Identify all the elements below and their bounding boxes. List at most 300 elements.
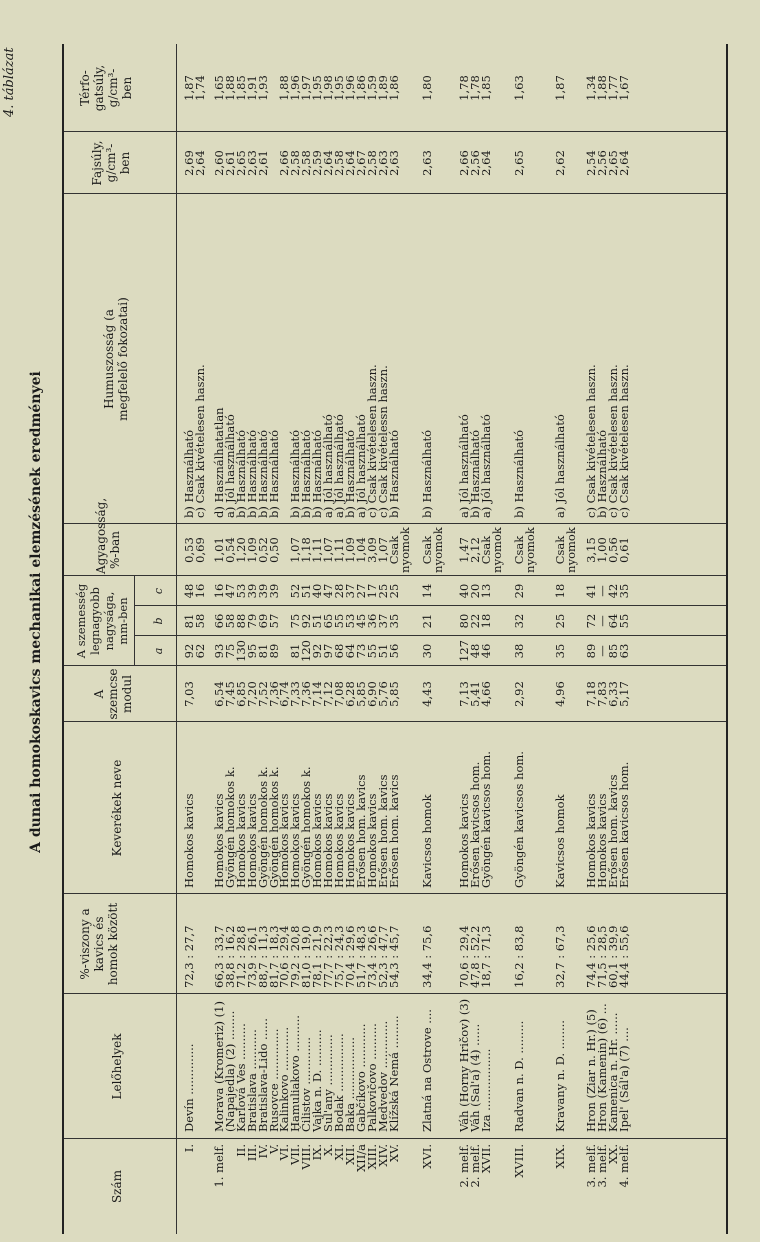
cell-terfogat: 1,86 — [387, 75, 401, 101]
cell-lelohely: Hamuliakovo .......... — [288, 1015, 302, 1132]
cell-terfogat: 1,74 — [193, 75, 207, 101]
cell-szam: 4. melf. — [617, 1144, 631, 1188]
cell-viszony: 88,7 : 11,3 — [256, 925, 270, 988]
cell-a: 75 — [223, 643, 237, 659]
cell-humusz: b) Használható — [343, 429, 357, 518]
cell-szam: VI. — [277, 1144, 291, 1161]
cell-b: 69 — [256, 613, 270, 629]
cell-b: 80 — [457, 613, 471, 629]
cell-keverek: Gyöngén homokos k. — [256, 766, 270, 888]
cell-agyag: Csak — [420, 535, 434, 565]
header-humusz: Humuszosság (a megfelelő fokozatai) — [102, 297, 130, 421]
cell-a: 81 — [256, 643, 270, 659]
cell-c: 39 — [245, 583, 259, 599]
cell-lelohely: Rusovce .............. — [267, 1028, 281, 1132]
cell-a: 127 — [457, 640, 471, 662]
cell-c: 25 — [387, 583, 401, 599]
cell-keverek: Gyöngén kavicsos hom. — [479, 751, 493, 888]
cell-c: 28 — [332, 583, 346, 599]
cell-szam: VIII. — [299, 1144, 313, 1170]
cell-agyag: 0,50 — [267, 537, 281, 563]
cell-terfogat: 1,97 — [299, 75, 313, 101]
cell-agyag: 2,12 — [468, 537, 482, 563]
cell-szam: I. — [182, 1144, 196, 1153]
cell-a: 30 — [420, 643, 434, 659]
cell-b: 58 — [223, 613, 237, 629]
cell-szam: IX. — [310, 1144, 324, 1161]
cell-keverek: Erősen kavicsos hom. — [617, 761, 631, 888]
cell-terfogat: 1,87 — [182, 75, 196, 101]
cell-keverek: Homokos kavics — [321, 793, 335, 888]
cell-lelohely: Hron (Ziar n. Hr.) (5) — [584, 1009, 598, 1132]
cell-modul: 4,66 — [479, 681, 493, 707]
cell-keverek: Homokos kavics — [288, 793, 302, 888]
cell-fajsuly: 2,64 — [193, 150, 207, 176]
cell-b: 81 — [182, 613, 196, 629]
cell-viszony: 51,7 : 48,3 — [354, 925, 368, 988]
cell-agyag: 3,15 — [584, 537, 598, 563]
cell-modul: 4,43 — [420, 681, 434, 707]
cell-humusz: a) Jól használható — [354, 414, 368, 518]
cell-humusz: b) Használható — [182, 429, 196, 518]
col-rule — [64, 193, 726, 194]
cell-viszony: 54,3 : 45,7 — [387, 925, 401, 988]
cell-szam: XX. — [606, 1144, 620, 1165]
cell-fajsuly: 2,63 — [376, 150, 390, 176]
col-rule — [64, 993, 726, 994]
cell-keverek: Gyöngén homokos k. — [299, 766, 313, 888]
cell-humusz: c) Csak kivételessn haszn. — [376, 365, 390, 518]
cell-b: 79 — [245, 613, 259, 629]
cell-c: 47 — [223, 583, 237, 599]
cell-keverek: Kavicsos homok — [553, 794, 567, 888]
cell-terfogat: 1,98 — [321, 75, 335, 101]
cell-szam: XIII. — [365, 1144, 379, 1170]
cell-agyag: 1,07 — [321, 537, 335, 563]
cell-terfogat: 1,85 — [479, 75, 493, 101]
cell-lelohely: Morava (Kromeriz) (1) — [212, 1001, 226, 1132]
table-number: 4. táblázat — [2, 47, 17, 117]
cell-a: 51 — [376, 643, 390, 659]
cell-keverek: Homokos kavics — [584, 793, 598, 888]
cell-lelohely: Baka ................. — [343, 1037, 357, 1132]
cell-lelohely: Radvan n. D. ......... — [512, 1020, 526, 1132]
header-terfogat: Térfo-gatsúly, g/cm³-ben — [78, 64, 134, 112]
cell-b: 65 — [321, 613, 335, 629]
cell-modul: 7,13 — [457, 681, 471, 707]
cell-viszony: 71,2 : 28,8 — [234, 925, 248, 988]
cell-szam: XVII. — [479, 1144, 493, 1174]
cell-keverek: Homokos kavics — [212, 793, 226, 888]
cell-szam: XIV. — [376, 1144, 390, 1167]
cell-viszony: 71,5 : 28,5 — [595, 925, 609, 988]
cell-terfogat: 1,95 — [310, 75, 324, 101]
cell-humusz: c) Csak kivételesen haszn. — [193, 364, 207, 518]
col-rule — [64, 721, 726, 722]
header-szam: Szám — [110, 1169, 124, 1204]
cell-fajsuly: 2,58 — [365, 150, 379, 176]
cell-a: 55 — [365, 643, 379, 659]
cell-agyag: 1,00 — [595, 537, 609, 563]
cell-szam: 2. melf. — [468, 1144, 482, 1188]
cell-c: 40 — [457, 583, 471, 599]
header-legnagyobb: A szemesség legnagyobb nagysága, mm-ben — [74, 583, 130, 659]
cell-c: 14 — [420, 583, 434, 599]
col-rule — [64, 523, 726, 524]
cell-terfogat: 1,63 — [512, 75, 526, 101]
cell-fajsuly: 2,65 — [512, 150, 526, 176]
cell-modul: 6,28 — [343, 681, 357, 707]
cell-modul: 2,92 — [512, 681, 526, 707]
cell-humusz: b) Használható — [595, 429, 609, 518]
cell-viszony: 16,2 : 83,8 — [512, 925, 526, 988]
cell-terfogat: 1,80 — [420, 75, 434, 101]
cell-fajsuly: 2,64 — [321, 150, 335, 176]
cell-fajsuly: 2,58 — [332, 150, 346, 176]
cell-viszony: 66,3 : 33,7 — [212, 925, 226, 988]
cell-a: 48 — [468, 643, 482, 659]
cell-terfogat: 1,77 — [606, 75, 620, 101]
cell-b: 55 — [617, 613, 631, 629]
cell-agyag: 1,07 — [376, 537, 390, 563]
cell-a: — — [595, 645, 609, 657]
cell-fajsuly: 2,64 — [617, 150, 631, 176]
cell-agyag: 0,54 — [223, 537, 237, 563]
cell-lelohely: Kravany n. D. ........ — [553, 1020, 567, 1132]
cell-c: 16 — [212, 583, 226, 599]
cell-lelohely: Kamenica n. Hr. ...... — [606, 1012, 620, 1132]
cell-humusz: c) Csak kivételesen haszn. — [365, 364, 379, 518]
cell-fajsuly: 2,60 — [212, 150, 226, 176]
cell-keverek: Homokos kavics — [457, 793, 471, 888]
header-viszony: %-viszony a kavics és homok között — [78, 902, 120, 986]
cell-agyag: 1,09 — [245, 537, 259, 563]
cell-humusz: b) Használható — [288, 429, 302, 518]
cell-a: 93 — [212, 643, 226, 659]
cell-terfogat: 1,96 — [288, 75, 302, 101]
cell-agyag: nyomok — [564, 527, 578, 573]
cell-terfogat: 1,96 — [343, 75, 357, 101]
cell-viszony: 52,3 : 47,7 — [376, 925, 390, 988]
cell-agyag: 3,09 — [365, 537, 379, 563]
cell-fajsuly: 2,66 — [277, 150, 291, 176]
cell-szam: V. — [267, 1144, 281, 1154]
cell-terfogat: 1,88 — [595, 75, 609, 101]
cell-b: 88 — [234, 613, 248, 629]
cell-b: 53 — [343, 613, 357, 629]
cell-modul: 4,96 — [553, 681, 567, 707]
cell-terfogat: 1,91 — [245, 75, 259, 101]
cell-terfogat: 1,88 — [223, 75, 237, 101]
cell-keverek: Gyöngén homokos k. — [267, 766, 281, 888]
cell-c: 40 — [310, 583, 324, 599]
cell-lelohely: Váh (Horny Hričov) (3) — [457, 998, 471, 1132]
cell-agyag: 0,61 — [617, 537, 631, 563]
cell-keverek: Homokos kavics — [277, 793, 291, 888]
cell-b: 36 — [365, 613, 379, 629]
col-rule — [64, 131, 726, 132]
cell-c: 25 — [376, 583, 390, 599]
cell-szam: XV. — [387, 1144, 401, 1163]
cell-a: 63 — [617, 643, 631, 659]
cell-humusz: b) Használható — [310, 429, 324, 518]
cell-b: 75 — [288, 613, 302, 629]
cell-humusz: a) Jól használható — [479, 414, 493, 518]
cell-c: 41 — [584, 583, 598, 599]
cell-c: 53 — [234, 583, 248, 599]
cell-fajsuly: 2,56 — [468, 150, 482, 176]
cell-a: 64 — [343, 643, 357, 659]
cell-c: 39 — [256, 583, 270, 599]
cell-viszony: 47,8 : 52,2 — [468, 925, 482, 988]
cell-terfogat: 1,86 — [354, 75, 368, 101]
cell-b: 72 — [584, 613, 598, 629]
cell-b: 35 — [387, 613, 401, 629]
cell-b: 25 — [553, 613, 567, 629]
cell-fajsuly: 2,65 — [606, 150, 620, 176]
cell-modul: 6,90 — [365, 681, 379, 707]
cell-viszony: 79,2 : 20,8 — [288, 925, 302, 988]
data-table — [62, 44, 728, 1234]
cell-szam: III. — [245, 1144, 259, 1162]
header-lelohelyek: Lelőhelyek — [110, 1033, 124, 1100]
cell-humusz: b) Használható — [420, 429, 434, 518]
cell-c: 51 — [299, 583, 313, 599]
cell-lelohely: Medvedov ............. — [376, 1020, 390, 1132]
cell-terfogat: 1,78 — [468, 75, 482, 101]
cell-keverek: Erősen hom. kavics — [387, 774, 401, 888]
cell-modul: 7,36 — [267, 681, 281, 707]
cell-lelohely: Iza ................. — [479, 1048, 493, 1132]
cell-b: 18 — [479, 613, 493, 629]
cell-lelohely: Čilistov ............. — [299, 1037, 313, 1132]
cell-b: 64 — [606, 613, 620, 629]
cell-viszony: 32,7 : 67,3 — [553, 925, 567, 988]
cell-modul: 6,74 — [277, 681, 291, 707]
cell-lelohely: Bratislava ........... — [245, 1029, 259, 1132]
cell-agyag: nyomok — [490, 527, 504, 573]
cell-keverek: Homokos kavics — [332, 793, 346, 888]
cell-fajsuly: 2,59 — [310, 150, 324, 176]
cell-a: 85 — [606, 643, 620, 659]
cell-a: 35 — [553, 643, 567, 659]
cell-lelohely: Karlová Ves .......... — [234, 1023, 248, 1132]
cell-a: 38 — [512, 643, 526, 659]
cell-b: 32 — [512, 613, 526, 629]
cell-b: 66 — [212, 613, 226, 629]
cell-terfogat: 1,89 — [376, 75, 390, 101]
cell-humusz: d) Használhatatlan — [212, 407, 226, 518]
cell-c: 35 — [617, 583, 631, 599]
cell-keverek: Homokos kavics — [234, 793, 248, 888]
cell-b: 51 — [310, 613, 324, 629]
cell-fajsuly: 2,56 — [595, 150, 609, 176]
cell-viszony: 18,7 : 71,3 — [479, 925, 493, 988]
cell-b: 58 — [193, 613, 207, 629]
cell-fajsuly: 2,67 — [354, 150, 368, 176]
cell-c: — — [595, 585, 609, 597]
cell-b: 55 — [332, 613, 346, 629]
cell-viszony: 34,4 : 75,6 — [420, 925, 434, 988]
cell-viszony: 38,8 : 16,2 — [223, 925, 237, 988]
cell-viszony: 81,7 : 18,3 — [267, 925, 281, 988]
header-rule — [176, 44, 177, 1234]
cell-humusz: b) Használható — [299, 429, 313, 518]
cell-modul: 7,12 — [321, 681, 335, 707]
header-fajsuly: Fajsúly, g/cm³-ben — [90, 140, 132, 186]
cell-lelohely: Palkovičovo .......... — [365, 1023, 379, 1132]
cell-c: 18 — [553, 583, 567, 599]
cell-keverek: Gyöngén homokos k. — [223, 766, 237, 888]
cell-fajsuly: 2,69 — [182, 150, 196, 176]
cell-szam: XII/a — [354, 1144, 368, 1173]
cell-humusz: b) Használható — [512, 429, 526, 518]
cell-agyag: nyomok — [523, 527, 537, 573]
cell-agyag: nyomok — [398, 527, 412, 573]
cell-a: 97 — [321, 643, 335, 659]
cell-humusz: c) Csak kivételesen haszn. — [606, 364, 620, 518]
cell-fajsuly: 2,63 — [245, 150, 259, 176]
cell-lelohely: Devín .............. — [182, 1043, 196, 1132]
cell-keverek: Homokos kavics — [182, 793, 196, 888]
cell-modul: 7,08 — [332, 681, 346, 707]
cell-b: — — [595, 615, 609, 627]
cell-modul: 5,76 — [376, 681, 390, 707]
col-rule — [64, 893, 726, 894]
cell-lelohely: Gabčíkovo ............ — [354, 1023, 368, 1132]
cell-humusz: b) Használható — [245, 429, 259, 518]
cell-humusz: a) Jól használható — [321, 414, 335, 518]
cell-fajsuly: 2,58 — [288, 150, 302, 176]
cell-c: 39 — [267, 583, 281, 599]
cell-terfogat: 1,65 — [212, 75, 226, 101]
cell-a: 62 — [193, 643, 207, 659]
cell-lelohely: Bodak ................ — [332, 1033, 346, 1132]
cell-modul: 7,20 — [245, 681, 259, 707]
cell-modul: 7,52 — [256, 681, 270, 707]
cell-modul: 7,83 — [595, 681, 609, 707]
cell-szam: IV. — [256, 1144, 270, 1159]
cell-lelohely: Kalinkovo ............ — [277, 1026, 291, 1132]
cell-viszony: 74,4 : 25,6 — [584, 925, 598, 988]
cell-viszony: 73,9 : 26,1 — [245, 925, 259, 988]
cell-modul: 6,85 — [234, 681, 248, 707]
cell-modul: 7,45 — [223, 681, 237, 707]
cell-agyag: 1,01 — [212, 537, 226, 563]
cell-a: 92 — [310, 643, 324, 659]
cell-fajsuly: 2,65 — [234, 150, 248, 176]
cell-keverek: Homokos kavics — [343, 793, 357, 888]
cell-viszony: 78,1 : 21,9 — [310, 925, 324, 988]
cell-c: 47 — [321, 583, 335, 599]
cell-modul: 6,54 — [212, 681, 226, 707]
cell-lelohely: Hron (Kamenin) (6) ... — [595, 1003, 609, 1132]
subheader-rule — [134, 576, 135, 666]
header-modul: A szemcse modul — [92, 668, 134, 720]
cell-szam: XVIII. — [512, 1144, 526, 1178]
cell-humusz: a) Jól használható — [457, 414, 471, 518]
cell-agyag: nyomok — [431, 527, 445, 573]
cell-a: 73 — [354, 643, 368, 659]
cell-modul: 5,85 — [387, 681, 401, 707]
cell-fajsuly: 2,63 — [387, 150, 401, 176]
cell-modul: 7,18 — [584, 681, 598, 707]
cell-modul: 5,17 — [617, 681, 631, 707]
cell-szam: XIX. — [553, 1144, 567, 1169]
cell-a: 130 — [234, 640, 248, 662]
cell-fajsuly: 2,61 — [256, 150, 270, 176]
cell-keverek: Homokos kavics — [365, 793, 379, 888]
cell-szam: X. — [321, 1144, 335, 1156]
cell-c: 16 — [193, 583, 207, 599]
cell-modul: 7,36 — [299, 681, 313, 707]
cell-c: 37 — [343, 583, 357, 599]
cell-terfogat: 1,93 — [256, 75, 270, 101]
cell-terfogat: 1,67 — [617, 75, 631, 101]
cell-modul: 7,14 — [310, 681, 324, 707]
cell-lelohely: Bratislava-Lido ...... — [256, 1018, 270, 1132]
cell-szam: 1. melf. — [212, 1144, 226, 1188]
cell-agyag: 1,11 — [332, 537, 346, 563]
cell-agyag: 0,53 — [182, 537, 196, 563]
cell-a: 56 — [387, 643, 401, 659]
header-keverek: Keverékek neve — [110, 759, 124, 857]
cell-c: 17 — [365, 583, 379, 599]
cell-keverek: Erősen hom. kavics — [376, 774, 390, 888]
cell-humusz: a) Jól használható — [223, 414, 237, 518]
cell-humusz: b) Használható — [256, 429, 270, 518]
cell-a: 92 — [182, 643, 196, 659]
cell-fajsuly: 2,63 — [420, 150, 434, 176]
table-title: A dunai homokoskavics mechanikai elemzésének eredményei — [28, 371, 44, 853]
cell-viszony: 73,4 : 26,6 — [365, 925, 379, 988]
cell-lelohely: Zlatná na Ostrove .... — [420, 1009, 434, 1132]
cell-humusz: c) Csak kivételesen haszn. — [584, 364, 598, 518]
cell-fajsuly: 2,54 — [584, 150, 598, 176]
cell-b: 21 — [420, 613, 434, 629]
cell-agyag: 1,11 — [310, 537, 324, 563]
cell-viszony: 60,1 : 39,9 — [606, 925, 620, 988]
cell-viszony: 70,6 : 29,4 — [277, 925, 291, 988]
cell-c: 48 — [182, 583, 196, 599]
cell-agyag: Csak — [387, 535, 401, 565]
cell-lelohely: Vajka n. D. .......... — [310, 1029, 324, 1132]
cell-szam: 3. melf. — [584, 1144, 598, 1188]
cell-szam: XVI. — [420, 1144, 434, 1169]
header-sub-b: b — [152, 617, 165, 625]
cell-keverek: Erősen hom. kavics — [354, 774, 368, 888]
cell-c: 52 — [288, 583, 302, 599]
cell-a: 81 — [288, 643, 302, 659]
cell-modul: 5,85 — [354, 681, 368, 707]
cell-agyag: Csak — [479, 535, 493, 565]
cell-viszony: 72,3 : 27,7 — [182, 925, 196, 988]
cell-fajsuly: 2,62 — [553, 150, 567, 176]
cell-a: 89 — [267, 643, 281, 659]
cell-keverek: Homokos kavics — [310, 793, 324, 888]
cell-keverek: Erősen kavicsos hom. — [468, 761, 482, 888]
cell-terfogat: 1,87 — [553, 75, 567, 101]
cell-szam: 2. melf. — [457, 1144, 471, 1188]
cell-terfogat: 1,59 — [365, 75, 379, 101]
cell-viszony: 44,4 : 55,6 — [617, 925, 631, 988]
cell-agyag: 0,52 — [256, 537, 270, 563]
cell-c: 27 — [354, 583, 368, 599]
cell-a: 46 — [479, 643, 493, 659]
cell-c: 29 — [512, 583, 526, 599]
cell-viszony: 81,0 : 19,0 — [299, 925, 313, 988]
cell-humusz: c) Csak kivételesen haszn. — [617, 364, 631, 518]
